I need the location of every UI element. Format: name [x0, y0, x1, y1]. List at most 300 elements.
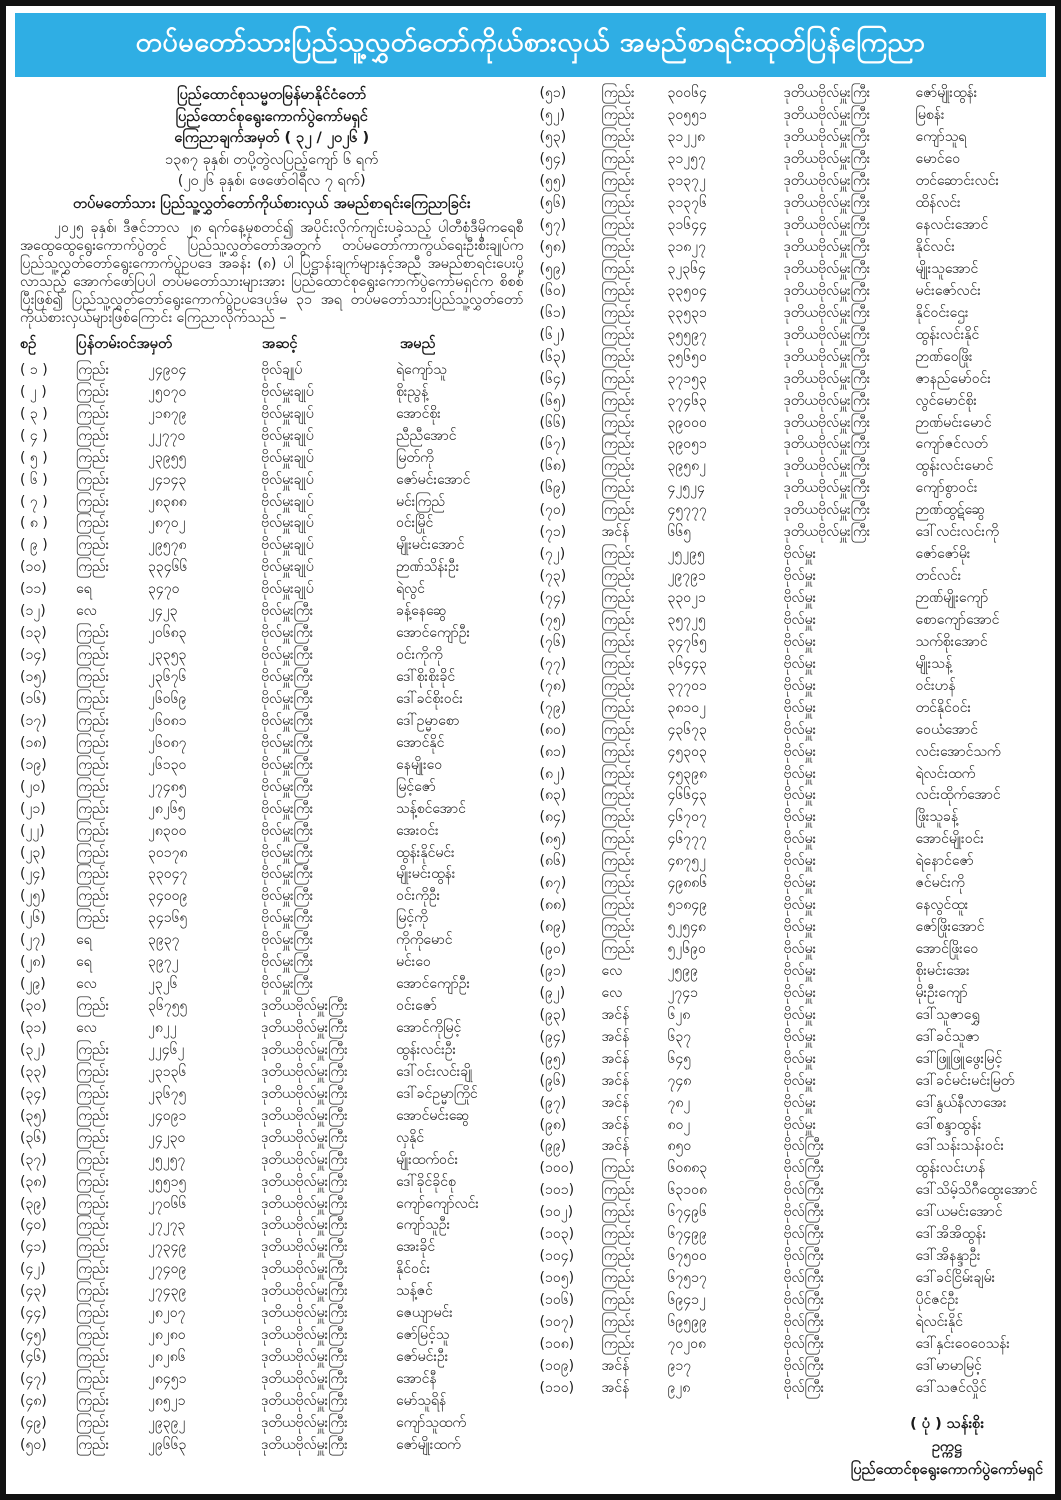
branch: ကြည်း [601, 458, 635, 475]
table-row [20, 1105, 524, 1127]
table-row [20, 1303, 524, 1325]
rank: ဗိုလ်မှူး [783, 1094, 817, 1111]
table-row [20, 601, 524, 623]
branch: ကြည်း [601, 195, 635, 212]
rank: ဒုတိယဗိုလ်မှူးကြီး [783, 326, 871, 343]
name: ကျော်ဇင်လတ် [915, 436, 988, 453]
serial: ၉၂၈ [667, 1379, 691, 1396]
table-row [20, 1391, 524, 1413]
rank: ဒုတိယဗိုလ်မှူးကြီး [783, 480, 871, 497]
row-no: (၆၃) [539, 348, 567, 365]
table-row [540, 1333, 1044, 1355]
row-no: (၄၂) [20, 1261, 46, 1278]
name: ဒေါ်နွယ်နီလာအေး [915, 1094, 1007, 1111]
serial: ၃၄၇၀ [148, 581, 180, 598]
row-no: (၁၀၀) [539, 1160, 575, 1177]
serial: ၂၆၀၈၁ [148, 712, 187, 729]
commission-title-line: ပြည်ထောင်စုရွေးကောက်ပွဲကော်မရှင် [175, 108, 368, 125]
branch: ကြည်း [601, 765, 635, 782]
table-row [20, 710, 524, 732]
row-no: (၁၀၇) [539, 1313, 575, 1330]
serial: ၃၀၁၇၈ [148, 844, 188, 861]
table-row [20, 1237, 524, 1259]
serial: ၃၁၂၂၈ [667, 129, 706, 146]
row-no: ( ၈ ) [20, 515, 48, 532]
name: ဉာဏ်ထွဋ်ဆွေ [915, 502, 986, 519]
table-row [20, 886, 524, 908]
table-row [20, 1171, 524, 1193]
name: ဒေါ်လင်းလင်းကို [915, 524, 999, 541]
rank: ဒုတိယဗိုလ်မှူးကြီး [261, 1129, 348, 1146]
row-no: (၃၀) [20, 998, 47, 1015]
row-no: (၂၇) [20, 932, 46, 949]
name: လွင်မောင်စိုး [915, 392, 977, 409]
name: ဒေါ်စိုးစိုးခိုင် [396, 669, 456, 686]
row-no: (၄၇) [20, 1371, 47, 1388]
table-row [540, 1224, 1044, 1246]
rank: ဗိုလ်မှူး [783, 546, 817, 563]
row-no: (၁၀၁) [539, 1182, 575, 1199]
row-no: (၄၉) [20, 1414, 47, 1431]
table-row [20, 623, 524, 645]
name: လင်းအောင်သက် [915, 743, 1001, 760]
rank: ဗိုလ်မှူး [783, 743, 817, 760]
name: ဝေယံအောင် [915, 721, 978, 738]
table-row [540, 193, 1044, 215]
table-row [20, 359, 524, 381]
rank: ဒုတိယဗိုလ်မှူးကြီး [261, 1085, 348, 1102]
branch: ကြည်း [601, 348, 635, 365]
serial: ၃၃၀၂၁ [667, 590, 706, 607]
state-title-line: ပြည်ထောင်စုသမ္မတမြန်မာနိုင်ငံတော် [177, 87, 367, 103]
row-no: (၈၁) [539, 743, 567, 760]
name: သန့်စင်အောင် [396, 800, 466, 817]
name: ကျော်စွာဝင်း [915, 480, 978, 497]
branch: ကြည်း [601, 1182, 635, 1199]
serial: ၃၉၃၇ [148, 932, 180, 949]
row-no: (၂၄) [20, 866, 46, 883]
branch: လေ [76, 603, 97, 620]
table-rows-left [20, 359, 524, 1456]
name: ဒေါ်ခင်ဥမ္မာကြိုင် [396, 1085, 478, 1102]
rank: ဗိုလ်မှူးချုပ် [261, 471, 314, 488]
serial: ၂၄၂၃၀ [148, 1129, 186, 1146]
row-no: ( ၉ ) [20, 537, 48, 554]
serial: ၆၇၄၉၉ [667, 1226, 707, 1243]
table-row [20, 1369, 524, 1391]
table-row [540, 1092, 1044, 1114]
rank: ဒုတိယဗိုလ်မှူးကြီး [783, 436, 871, 453]
row-no: (၉၇) [539, 1094, 567, 1111]
gregorian-date-line: (၂၀၂၆ ခုနှစ်၊ ဖေဖော်ဝါရီလ ၇ ရက်) [177, 173, 366, 189]
table-row [20, 952, 524, 974]
branch: ကြည်း [601, 173, 635, 190]
branch: ကြည်း [601, 1313, 635, 1330]
name: ပိုင်ဇင်ဦး [915, 1292, 959, 1309]
row-no: (၉၉) [539, 1138, 567, 1155]
name: နိုင်လင်း [915, 239, 955, 256]
rank: ဗိုလ်ချုပ် [261, 361, 303, 378]
table-row [540, 83, 1044, 105]
branch: ကြည်း [76, 1283, 110, 1300]
serial: ၂၅၅၁၅ [148, 1173, 187, 1190]
name: လှနိုင် [396, 1129, 425, 1146]
rank: ဒုတိယဗိုလ်မှူးကြီး [261, 1041, 348, 1058]
table-row [20, 513, 524, 535]
row-no: ( ၄ ) [20, 427, 48, 444]
row-no: (၈၉) [539, 919, 567, 936]
table-row [540, 1377, 1044, 1399]
table-row [540, 259, 1044, 281]
name: သန့်ဇင် [396, 1283, 433, 1300]
table-row [540, 324, 1044, 346]
branch: ကြည်း [601, 85, 635, 102]
rank: ဒုတိယဗိုလ်မှူးကြီး [261, 1020, 348, 1037]
name: ဒေါ်စန္ဒာထွန်း [915, 1116, 982, 1133]
serial: ၄၅၇၇၇ [667, 502, 707, 519]
row-no: (၃၁) [20, 1020, 47, 1037]
name: ဒေါ်သူဇာရွှေ [915, 1006, 980, 1023]
branch: ကြည်း [601, 853, 635, 870]
table-row [20, 403, 524, 425]
row-no: (၁၀၄) [539, 1248, 575, 1265]
table-row [540, 1290, 1044, 1312]
rank: ဗိုလ်မှူး [783, 611, 817, 628]
table-row [20, 908, 524, 930]
serial: ၃၆၇၅၅ [148, 998, 188, 1015]
name: မျိုးသန့် [915, 655, 953, 672]
rank: ဒုတိယဗိုလ်မှူးကြီး [261, 1349, 348, 1366]
row-no: (၈၈) [539, 897, 567, 914]
name: ရဲလွင် [396, 581, 425, 598]
serial: ၂၃၃၅၃ [148, 647, 187, 664]
row-no: (၁၀၈) [539, 1335, 575, 1352]
branch: ကြည်း [76, 669, 110, 686]
rank: ဗိုလ်မှူးကြီး [261, 822, 314, 839]
document-header [20, 85, 524, 215]
row-no: (၅၂) [539, 107, 566, 124]
rank: ဗိုလ်ကြီး [783, 1160, 825, 1177]
name: ဇော်ဇော်မိုး [915, 546, 971, 563]
branch: ကြည်း [601, 1204, 635, 1221]
serial: ၂၇၄၀၉ [148, 1261, 187, 1278]
row-no: (၁၀၉) [539, 1357, 575, 1374]
row-no: (၁၈) [20, 734, 47, 751]
serial: ၇၀၂၀၈ [667, 1335, 706, 1352]
branch: အင်န် [601, 1116, 630, 1133]
row-no: (၈၃) [539, 787, 567, 804]
table-row [540, 149, 1044, 171]
row-no: (၂၈) [20, 954, 46, 971]
row-no: (၈၄) [539, 809, 567, 826]
name: ထွန်းလင်းဟန် [915, 1160, 986, 1177]
table-row [20, 1040, 524, 1062]
rank: ဒုတိယဗိုလ်မှူးကြီး [261, 1371, 348, 1388]
table-row [540, 982, 1044, 1004]
row-no: (၄၅) [20, 1327, 47, 1344]
name: အောင်ဖြိုးဝေ [915, 941, 979, 958]
table-row [540, 807, 1044, 829]
row-no: (၁၀၃) [539, 1226, 575, 1243]
name: ဝင်းကိုဦး [396, 888, 441, 905]
serial: ၂၄၂၃ [148, 603, 178, 620]
serial: ၂၈၇၀၂ [148, 515, 186, 532]
rank: ဗိုလ်မှူးကြီး [261, 954, 314, 971]
rank: ဒုတိယဗိုလ်မှူးကြီး [261, 1195, 348, 1212]
name: ဒေါ်ဥမ္မာစော [396, 712, 460, 729]
branch: ကြည်း [76, 822, 110, 839]
serial: ၂၇၃၄၉ [148, 1239, 187, 1256]
serial: ၄၆၇၇၇ [667, 831, 707, 848]
table-rows-right [540, 83, 1044, 1399]
serial: ၃၁၈၂၇ [667, 239, 706, 256]
row-no: ( ၆ ) [20, 471, 48, 488]
name: ရဲလင်းထက် [915, 765, 976, 782]
branch: ကြည်း [76, 1107, 110, 1124]
table-row [20, 1193, 524, 1215]
branch: ကြည်း [76, 910, 110, 927]
branch: ကြည်း [76, 756, 110, 773]
serial: ၂၈၄၅၁ [148, 1371, 187, 1388]
rank: ဗိုလ်မှူးချုပ် [261, 559, 314, 576]
rank: ဒုတိယဗိုလ်မှူးကြီး [783, 348, 871, 365]
branch: အင်န် [601, 1072, 630, 1089]
serial: ၂၅၂၅၇ [148, 1151, 186, 1168]
name: ဝင်းမြိုင် [396, 515, 434, 532]
serial: ၆၃၁၀၈ [667, 1182, 707, 1199]
name: ထွန်းလင်းမောင် [915, 458, 994, 475]
name: အောင်စိုး [396, 405, 441, 422]
row-no: (၁၆) [20, 690, 47, 707]
table-row [20, 820, 524, 842]
name: အောင်နိုင် [396, 734, 445, 751]
name: ညီညီအောင် [396, 427, 457, 444]
rank: ဒုတိယဗိုလ်မှူးကြီး [783, 392, 871, 409]
rank: ဗိုလ်မှူးကြီး [261, 844, 314, 861]
row-no: (၃၂) [20, 1041, 46, 1058]
serial: ၃၅၆၅၀ [667, 348, 707, 365]
serial: ၂၈၂၈၀ [148, 1327, 186, 1344]
name: ဇော်မျိုးထွန်း [915, 85, 978, 102]
serial: ၂၆၀၈၇ [148, 734, 187, 751]
signature-name: ( ပုံ ) သန်းစိုး [910, 1416, 984, 1433]
table-header-row [20, 335, 524, 359]
row-no: (၁၀၆) [539, 1292, 575, 1309]
row-no: (၇၃) [539, 568, 567, 585]
serial: ၂၀၆၈၃ [148, 625, 187, 642]
name: စိုးမင်းအေး [915, 962, 970, 979]
name: အောင်ကျော်ဦး [396, 976, 471, 993]
subject-line: တပ်မတော်သား ပြည်သူ့လွှတ်တော်ကိုယ်စားလှယ် အမည်စာရင်းကြေညာခြင်း [73, 195, 471, 212]
row-no: (၁၀၂) [539, 1204, 574, 1221]
branch: ရေ [76, 932, 92, 949]
col-header-rank: အဆင့် [262, 336, 298, 353]
table-row [540, 829, 1044, 851]
name: ဒေါ်သိမ့်သိဂီထွေးအောင် [915, 1182, 1038, 1199]
rank: ဗိုလ်မှူးကြီး [261, 888, 314, 905]
name: နေလွင်ထူး [915, 897, 969, 914]
table-row [20, 974, 524, 996]
name: ဉာဏ်ဝေဖြိုး [915, 348, 973, 365]
serial: ၅၁၈၄၉ [667, 897, 707, 914]
branch: ကြည်း [601, 502, 635, 519]
name: ဒေါ်ခိုင်ခိုင်စု [396, 1173, 456, 1190]
serial: ၃၅၇၂၅ [667, 611, 706, 628]
table-row [540, 653, 1044, 675]
serial: ၄၆၇၀၇ [667, 809, 707, 826]
name: မော်သူရိန် [396, 1392, 447, 1409]
row-no: (၆၅) [539, 392, 567, 409]
name: မင်းကြည် [396, 493, 445, 510]
serial: ၂၈၂၆၅ [148, 800, 186, 817]
name: မြင့်ကို [396, 910, 428, 927]
serial: ၃၀၀၆၄ [667, 85, 707, 102]
name: ဒေါ်ခင်သူဇာ [915, 1028, 980, 1045]
rank: ဗိုလ်မှူးချုပ် [261, 493, 314, 510]
rank: ဗိုလ်မှူး [783, 1116, 817, 1133]
signature-block [540, 1413, 1044, 1482]
serial: ၃၃၀၄၇ [148, 866, 188, 883]
name: ဇင်မင်းကို [915, 875, 965, 892]
row-no: (၈၆) [539, 853, 567, 870]
branch: ကြည်း [601, 326, 635, 343]
rank: ဒုတိယဗိုလ်မှူးကြီး [783, 107, 871, 124]
branch: ကြည်း [601, 217, 635, 234]
row-no: (၆၀) [539, 282, 567, 299]
row-no: (၁၃) [20, 625, 47, 642]
table-row [20, 557, 524, 579]
rank: ဗိုလ်ကြီး [783, 1270, 825, 1287]
serial: ၆၇၅၁၇ [667, 1270, 707, 1287]
rank: ဗိုလ်မှူး [783, 875, 817, 892]
page-title: တပ်မတော်သားပြည်သူ့လွှတ်တော်ကိုယ်စားလှယ် အမည်စာရင်းထုတ်ပြန်ကြေညာ [135, 27, 926, 58]
name: အေးဝင်း [396, 822, 439, 839]
rank: ဗိုလ်ကြီး [783, 1313, 825, 1330]
table-row [540, 544, 1044, 566]
row-no: (၇၁) [539, 524, 567, 541]
row-no: (၆၄) [539, 370, 567, 387]
table-row [540, 1246, 1044, 1268]
row-no: (၁၉) [20, 756, 47, 773]
row-no: (၉၁) [539, 962, 567, 979]
rank: ဒုတိယဗိုလ်မှူးကြီး [783, 217, 871, 234]
branch: ကြည်း [601, 1270, 635, 1287]
branch: ကြည်း [76, 537, 110, 554]
serial: ၂၂၇၇၀ [148, 427, 186, 444]
serial: ၉၁၇ [667, 1357, 692, 1374]
row-no: (၇၂) [539, 546, 566, 563]
row-no: (၇၉) [539, 699, 567, 716]
table-row [540, 390, 1044, 412]
row-no: (၇၅) [539, 611, 567, 628]
rank: ဗိုလ်ကြီး [783, 1292, 825, 1309]
branch: ကြည်း [601, 436, 635, 453]
col-header-name: အမည် [400, 336, 436, 353]
name: ဇော်မင်းအောင် [396, 471, 471, 488]
name: ဒေါ်အိနန္ဒာဦး [915, 1248, 981, 1265]
branch: ကြည်း [601, 590, 635, 607]
branch: ကြည်း [76, 800, 110, 817]
branch: လေ [601, 962, 623, 979]
rank: ဗိုလ်မှူးကြီး [261, 778, 314, 795]
rank: ဗိုလ်မှူးကြီး [261, 932, 314, 949]
rank: ဗိုလ်မှူး [783, 1050, 817, 1067]
rank: ဗိုလ်မှူး [783, 853, 817, 870]
serial: ၂၈၂၂ [148, 1020, 177, 1037]
branch: ကြည်း [601, 260, 635, 277]
branch: ကြည်း [601, 677, 635, 694]
rank: ဗိုလ်မှူး [783, 633, 817, 650]
name: ရဲနောင်ဇော် [915, 853, 974, 870]
name: မြစန်း [915, 107, 945, 124]
rank: ဗိုလ်မှူး [783, 897, 817, 914]
row-no: (၉၄) [539, 1028, 567, 1045]
rank: ဒုတိယဗိုလ်မှူးကြီး [261, 1414, 348, 1431]
serial: ၃၁၂၅၇ [667, 151, 706, 168]
row-no: (၉၈) [539, 1116, 567, 1133]
serial: ၅၂၅၄၈ [667, 919, 706, 936]
branch: ကြည်း [601, 875, 635, 892]
intro-paragraph: ၂၀၂၅ ခုနှစ်၊ ဒီဇင်ဘာလ ၂၈ ရက်နေ့မှစတင်၍ အပိုင်းလိုက်ကျင်းပခဲ့သည့် ပါတီစုံဒီမိုကရေစီ အထွေထွေရွေးကောက်ပွဲတွင် ပြည်သူ့လွှတ်တော်အတွက် တပ်မတော်ကာကွယ်ရေးဦးစီးချုပ်က ပြည်သူ့လွှတ်တော်ရွေးကောက်ပွဲဥပဒေ အခန်း (၈) ပါ ပြဋ္ဌာန်းချက်များနှင့်အညီ အမည်စာရင်းပေးပို့လာသည့် အောက်ဖော်ပြပါ တပ်မတော်သားများအား ပြည်ထောင်စုရွေးကောက်ပွဲကော်မရှင်က စိစစ်ပြီးဖြစ်၍ ပြည်သူ့လွှတ်တော်ရွေးကောက်ပွဲဥပဒေပုဒ်မ ၃၁ အရ တပ်မတော်သားပြည်သူ့လွှတ်တော်ကိုယ်စားလှယ်များဖြစ်ကြောင်း ကြေညာလိုက်သည် – [20, 220, 524, 326]
branch: ကြည်း [76, 734, 110, 751]
rank: ဗိုလ်မှူး [783, 962, 817, 979]
row-no: (၄၆) [20, 1349, 47, 1366]
serial: ၄၅၃၀၃ [667, 743, 707, 760]
serial: ၃၉၅၈၂ [667, 458, 706, 475]
row-no: (၁၀၅) [539, 1270, 575, 1287]
branch: ကြည်း [76, 1327, 110, 1344]
serial: ၃၇၇၀၁ [667, 677, 707, 694]
table-row [20, 864, 524, 886]
row-no: ( ၇ ) [20, 493, 48, 510]
serial: ၂၇၄၃၉ [148, 1283, 187, 1300]
table-row [20, 689, 524, 711]
row-no: (၅၄) [539, 151, 567, 168]
row-no: (၆၉) [539, 480, 567, 497]
serial: ၇၈၂ [667, 1094, 691, 1111]
table-row [20, 447, 524, 469]
table-row [540, 1048, 1044, 1070]
branch: ကြည်း [601, 1248, 635, 1265]
rank: ဒုတိယဗိုလ်မှူးကြီး [261, 1173, 348, 1190]
branch: ကြည်း [76, 1261, 110, 1278]
rank: ဒုတိယဗိုလ်မှူးကြီး [261, 1436, 348, 1453]
name: နိုင်ဝင်း [396, 1261, 431, 1278]
name: နေမျိုးဝေ [396, 756, 443, 773]
row-no: (၁၁၀) [539, 1379, 575, 1396]
row-no: (၇၇) [539, 655, 567, 672]
rank: ဗိုလ်မှူး [783, 677, 817, 694]
table-row [540, 171, 1044, 193]
name: ဒေါ်မာမာမြင့် [915, 1357, 982, 1374]
rank: ဒုတိယဗိုလ်မှူးကြီး [783, 129, 871, 146]
name: မင်းဝေ [396, 954, 431, 971]
serial: ၃၉၀၀၀ [667, 414, 707, 431]
branch: ကြည်း [76, 471, 110, 488]
name: ဒေါ်သန်းသန်းဝင်း [915, 1138, 1005, 1155]
row-no: (၅၇) [539, 217, 567, 234]
branch: ကြည်း [76, 383, 110, 400]
serial: ၂၄၁၄၃ [148, 471, 187, 488]
table-row [540, 631, 1044, 653]
rank: ဒုတိယဗိုလ်မှူးကြီး [261, 1283, 348, 1300]
table-row [20, 1434, 524, 1456]
rank: ဒုတိယဗိုလ်မှူးကြီး [783, 151, 871, 168]
rank: ဗိုလ်မှူး [783, 941, 817, 958]
branch: ကြည်း [76, 449, 110, 466]
branch: ကြည်း [76, 515, 110, 532]
serial: ၆၄၅ [667, 1050, 692, 1067]
